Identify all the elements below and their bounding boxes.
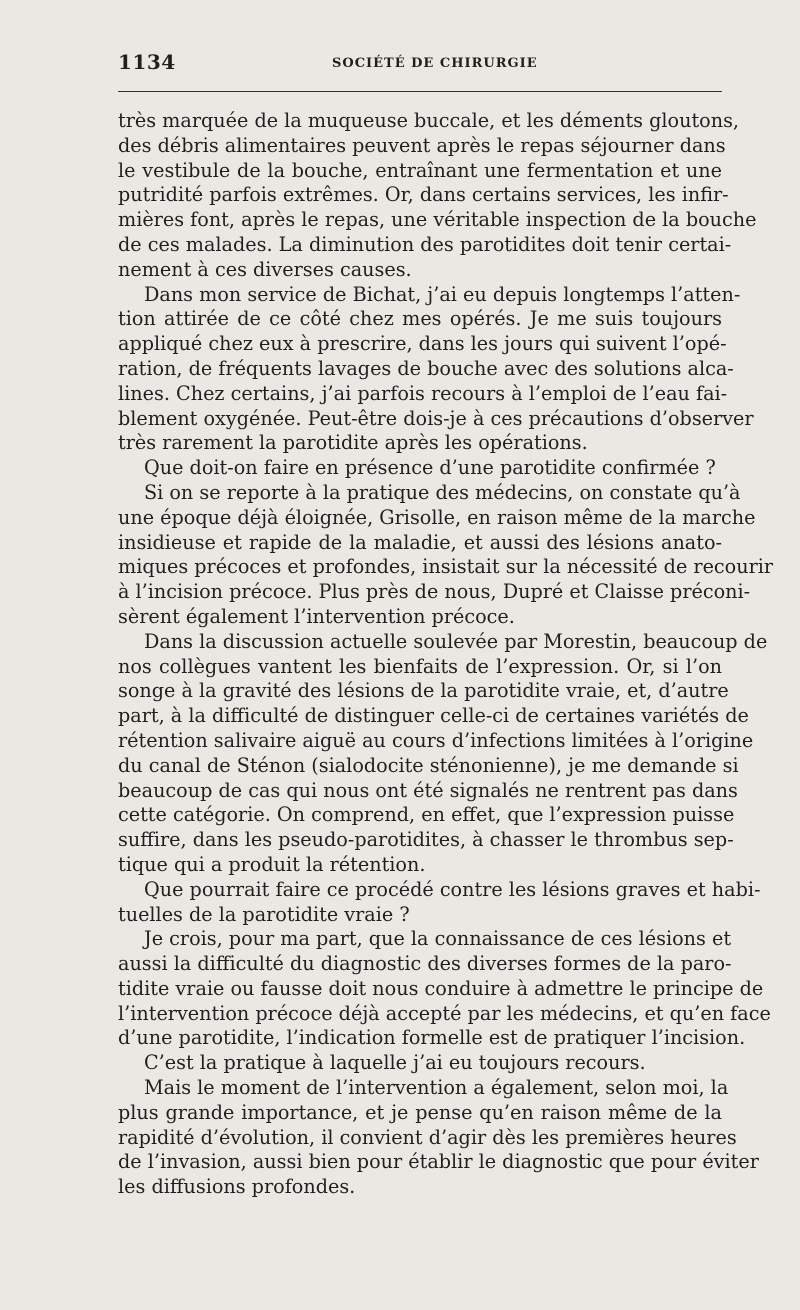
text-line: Que pourrait faire ce procédé contre les lésions graves et habi- xyxy=(144,877,761,901)
text-line: mières font, après le repas, une véritable inspection de la bouche xyxy=(118,208,757,232)
text-line: aussi la difficulté du diagnostic des diverses formes de la paro- xyxy=(118,952,732,976)
text-line: tion attirée de ce côté chez mes opérés. Je me suis toujours xyxy=(118,307,722,331)
text-line: Que doit-on faire en présence d’une parotidite confirmée ? xyxy=(144,456,716,480)
text-line: nos collègues vantent les bienfaits de l’expression. Or, si l’on xyxy=(118,654,722,678)
text-line: une époque déjà éloignée, Grisolle, en raison même de la marche xyxy=(118,505,756,529)
page-header xyxy=(118,50,722,74)
text-line: le vestibule de la bouche, entraînant une fermentation et une xyxy=(118,158,722,182)
text-line: de l’invasion, aussi bien pour établir le diagnostic que pour éviter xyxy=(118,1150,759,1174)
text-line: blement oxygénée. Peut-être dois-je à ces précautions d’observer xyxy=(118,406,754,430)
header-rule xyxy=(118,91,722,92)
text-line: rapidité d’évolution, il convient d’agir dès les premières heures xyxy=(118,1125,737,1149)
text-line: lines. Chez certains, j’ai parfois recours à l’emploi de l’eau fai- xyxy=(118,381,728,405)
text-line: nement à ces diverses causes. xyxy=(118,257,412,281)
text-line: Dans mon service de Bichat, j’ai eu depuis longtemps l’atten- xyxy=(144,282,741,306)
text-line: suffire, dans les pseudo-parotidites, à chasser le thrombus sep- xyxy=(118,828,734,852)
text-line: Je crois, pour ma part, que la connaissance de ces lésions et xyxy=(144,927,732,951)
text-line: insidieuse et rapide de la maladie, et aussi des lésions anato- xyxy=(118,530,722,554)
text-line: Dans la discussion actuelle soulevée par Morestin, beaucoup de xyxy=(144,629,768,653)
text-line: Mais le moment de l’intervention a également, selon moi, la xyxy=(144,1076,729,1100)
text-line: cette catégorie. On comprend, en effet, que l’expression puisse xyxy=(118,803,735,827)
text-line: à l’incision précoce. Plus près de nous, Dupré et Claisse préconi- xyxy=(118,580,751,604)
text-line: du canal de Sténon (sialodocite sténonienne), je me demande si xyxy=(118,753,739,777)
page-number: 1134 xyxy=(118,50,176,74)
text-line: songe à la gravité des lésions de la parotidite vraie, et, d’autre xyxy=(118,679,729,703)
text-line: tique qui a produit la rétention. xyxy=(118,852,426,876)
text-line: des débris alimentaires peuvent après le repas séjourner dans xyxy=(118,133,726,157)
text-line: l’intervention précoce déjà accepté par les médecins, et qu’en face xyxy=(118,1001,771,1025)
text-line: d’une parotidite, l’indication formelle est de pratiquer l’incision. xyxy=(118,1026,746,1050)
text-line: sèrent également l’intervention précoce. xyxy=(118,604,515,628)
body-text xyxy=(118,109,774,1200)
text-line: C’est la pratique à laquelle j’ai eu toujours recours. xyxy=(144,1051,646,1075)
text-line: part, à la difficulté de distinguer celle-ci de certaines variétés de xyxy=(118,704,749,728)
text-line: appliqué chez eux à prescrire, dans les jours qui suivent l’opé- xyxy=(118,332,727,356)
text-line: tidite vraie ou fausse doit nous conduire à admettre le principe de xyxy=(118,976,764,1000)
running-title: SOCIÉTÉ DE CHIRURGIE xyxy=(332,56,538,71)
text-line: les diffusions profondes. xyxy=(118,1175,356,1199)
text-line: ration, de fréquents lavages de bouche avec des solutions alca- xyxy=(118,356,734,380)
text-line: très rarement la parotidite après les opérations. xyxy=(118,431,588,455)
text-line: très marquée de la muqueuse buccale, et les déments gloutons, xyxy=(118,109,740,132)
text-line: rétention salivaire aiguë au cours d’infections limitées à l’origine xyxy=(118,728,754,752)
text-line: putridité parfois extrêmes. Or, dans certains services, les infir- xyxy=(118,183,729,207)
text-line: plus grande importance, et je pense qu’en raison même de la xyxy=(118,1100,722,1124)
text-line: de ces malades. La diminution des parotidites doit tenir certai- xyxy=(118,232,732,256)
text-line: miques précoces et profondes, insistait sur la nécessité de recourir xyxy=(118,555,774,579)
text-line: Si on se reporte à la pratique des médecins, on constate qu’à xyxy=(144,480,741,504)
text-line: tuelles de la parotidite vraie ? xyxy=(118,902,410,926)
text-line: beaucoup de cas qui nous ont été signalés ne rentrent pas dans xyxy=(118,778,738,802)
